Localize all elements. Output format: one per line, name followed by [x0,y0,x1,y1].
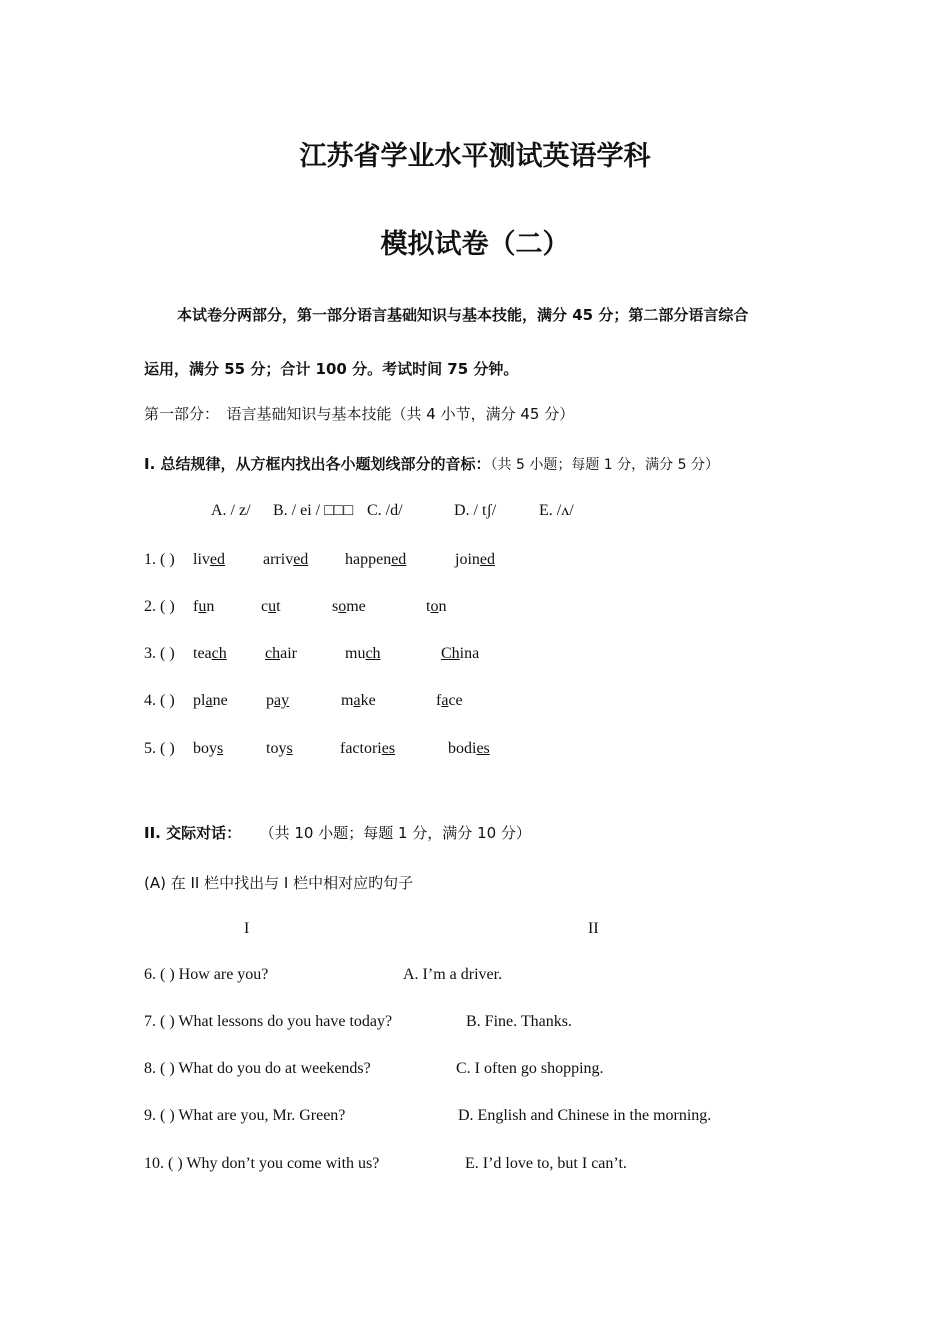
word-prefix: join [455,551,480,568]
question-word [426,598,446,616]
question-word [340,740,395,758]
phonetic-option-b: B. / ei / □□□ [273,502,354,519]
dialog-question: 6. ( ) How are you? [144,966,269,983]
word-prefix: tea [193,645,212,662]
underlined-part: u [198,598,207,615]
section2-note: （共 10 小题；每题 1 分，满分 10 分） [267,824,531,842]
question-number: 2. ( ) [144,598,175,615]
word-prefix: bodi [448,740,477,757]
question-word [455,551,495,569]
column-1-header: I [244,920,250,937]
question-word [193,551,225,569]
question-word [193,692,228,710]
word-suffix: n [206,598,215,615]
section1-heading: I. 总结规律，从方框内找出各小题划线部分的音标： [144,455,491,473]
word-prefix: happen [345,551,392,568]
question-number: 1. ( ) [144,551,175,568]
dialog-answer: A. I’m a driver. [403,966,503,983]
underlined-part: u [268,598,277,615]
section2-heading-line [144,822,531,843]
question-number: 5. ( ) [144,740,175,757]
word-prefix: liv [193,551,210,568]
question-word [266,692,289,710]
underlined-part: a [205,692,213,709]
underlined-part: a [353,692,361,709]
underlined-part: ch [365,645,381,662]
section1-note: （共 5 小题；每题 1 分，满分 5 分） [490,457,719,473]
dialog-answer: D. English and Chinese in the morning. [458,1107,712,1124]
underlined-part: ch [211,645,227,662]
underlined-part: Ch [441,645,460,662]
column-2-header: II [588,920,599,937]
underlined-part: s [286,740,293,757]
dialog-answer: B. Fine. Thanks. [466,1013,572,1030]
question-word [263,551,308,569]
question-word [266,740,293,758]
word-prefix: mu [345,645,366,662]
dialog-answer: E. I’d love to, but I can’t. [465,1155,627,1172]
question-word [193,598,214,616]
word-prefix: m [341,692,354,709]
underlined-part: ed [391,551,407,568]
phonetic-option-c: C. /d/ [367,502,403,519]
word-prefix: p [266,692,274,709]
underlined-part: s [217,740,224,757]
word-suffix: ne [212,692,228,709]
underlined-part: o [338,598,347,615]
dialog-question: 8. ( ) What do you do at weekends? [144,1060,371,1077]
question-word [448,740,490,758]
underlined-part: o [430,598,439,615]
phonetic-option-e: E. /ʌ/ [539,502,574,519]
underlined-part: ed [293,551,309,568]
question-word [345,551,406,569]
dialog-question: 10. ( ) Why don’t you come with us? [144,1155,380,1172]
word-prefix: c [261,598,269,615]
question-word [441,645,479,663]
word-prefix: pl [193,692,206,709]
question-word [345,645,381,663]
word-suffix: ina [459,645,480,662]
word-prefix: f [193,598,199,615]
section2-heading: II. 交际对话： [144,824,242,842]
underlined-part: ay [274,692,290,709]
word-suffix: t [276,598,281,615]
phonetic-option-a: A. / z/ [211,502,251,519]
underlined-part: ch [265,645,281,662]
question-word [332,598,366,616]
question-word [265,645,297,663]
word-prefix: boy [193,740,217,757]
phonetic-option-d: D. / tʃ/ [454,502,497,519]
question-number: 3. ( ) [144,645,175,662]
question-word [193,645,227,663]
word-suffix: air [280,645,297,662]
page-title: 江苏省学业水平测试英语学科 [299,141,651,172]
word-suffix: ce [448,692,463,709]
word-prefix: t [426,598,431,615]
section2-sub-a: (A) 在 II 栏中找出与 I 栏中相对应旳句子 [144,874,414,892]
intro-line-1: 本试卷分两部分，第一部分语言基础知识与基本技能，满分 45 分；第二部分语言综合 [177,306,749,324]
underlined-part: a [441,692,449,709]
part1-heading: 第一部分： 语言基础知识与基本技能（共 4 小节，满分 45 分） [144,405,575,423]
word-suffix: ke [360,692,376,709]
word-prefix: arriv [263,551,294,568]
question-word [261,598,281,616]
dialog-question: 9. ( ) What are you, Mr. Green? [144,1107,346,1124]
page-subtitle: 模拟试卷（二） [380,229,570,260]
section1-heading-line [144,453,719,474]
question-number: 4. ( ) [144,692,175,709]
word-prefix: factori [340,740,382,757]
word-prefix: f [436,692,442,709]
dialog-question: 7. ( ) What lessons do you have today? [144,1013,393,1030]
word-suffix: me [346,598,366,615]
word-prefix: toy [266,740,287,757]
question-word [193,740,223,758]
intro-line-2: 运用，满分 55 分；合计 100 分。考试时间 75 分钟。 [144,360,519,378]
underlined-part: es [476,740,490,757]
question-word [436,692,463,710]
question-word [341,692,376,710]
word-suffix: n [438,598,447,615]
underlined-part: ed [209,551,225,568]
word-prefix: s [332,598,339,615]
dialog-answer: C. I often go shopping. [456,1060,604,1077]
underlined-part: es [381,740,396,757]
underlined-part: ed [479,551,495,568]
